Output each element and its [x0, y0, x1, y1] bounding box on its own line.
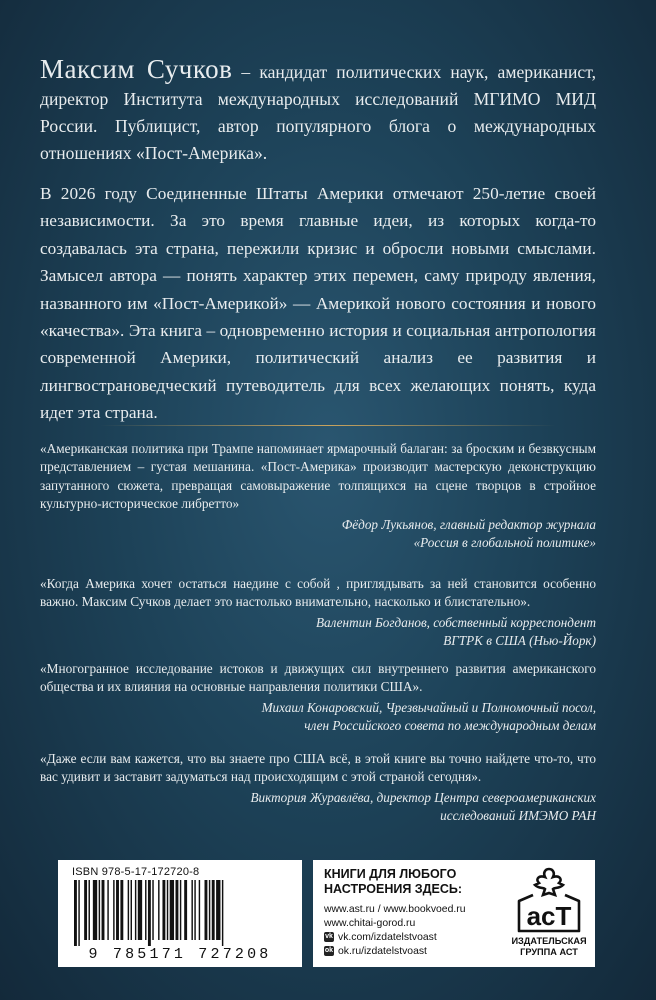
quote-attribution — [40, 516, 596, 552]
attribution-line: член Российского совета по международным делам — [304, 717, 596, 733]
barcode-bar — [102, 880, 105, 940]
barcode-bar — [78, 880, 79, 946]
quote-attribution — [40, 614, 596, 650]
ast-caption-line: ГРУППА АСТ — [520, 947, 578, 957]
barcode-bar — [158, 880, 159, 940]
quote-text: «Даже если вам кажется, что вы знаете про США всё, в этой книге вы точно найдете что-то, что вас удивит и заставит задуматься над происходящим с этой страной сегодня». — [40, 751, 596, 785]
publisher-link[interactable]: www.ast.ru / www.bookvoed.ru — [324, 904, 466, 915]
barcode-bar — [84, 880, 87, 940]
barcode-bar — [162, 880, 165, 940]
barcode-bar — [222, 880, 223, 946]
barcode-bar — [212, 880, 215, 940]
barcode-bar — [194, 880, 195, 940]
barcode-bar — [145, 880, 146, 940]
barcode-bar — [216, 880, 220, 940]
ast-caption — [503, 936, 595, 958]
barcode-bar — [93, 880, 97, 940]
attribution-line: Валентин Богданов, собственный корреспондент — [315, 614, 596, 630]
book-description: В 2026 году Соединенные Штаты Америки отмечают 250-летие своей независимости. За это время главные идеи, из которых когда-то создавалась эта страна, пережили кризис и обросли новыми смыслами. Замысел автора — понять характер этих перемен, саму природу явления, названного им «Пост-Америкой» — Америкой нового состояния и нового «качества». Эта книга – одновременно история и социальная антропология современной Америки, политический анализ ее развития и лингвострановедческий путеводитель для всех желающих понять, куда идет эта страна. — [40, 184, 596, 423]
barcode-bar — [74, 880, 77, 946]
barcode-bar — [120, 880, 123, 940]
publisher-heading — [324, 867, 462, 897]
barcode-bar — [184, 880, 187, 940]
attribution-line: Виктория Журавлёва, директор Центра североамериканских — [250, 789, 596, 805]
barcode-bar — [128, 880, 129, 940]
ast-caption-line: ИЗДАТЕЛЬСКАЯ — [511, 936, 587, 946]
barcode-bar — [176, 880, 179, 940]
attribution-line: «Россия в глобальной политике» — [413, 534, 596, 550]
ok-link[interactable] — [324, 945, 466, 959]
quote-text: «Когда Америка хочет остаться наедине с собой , приглядывать за ней становится особенно важно. Максим Сучков делает это настолько внимательно, насколько и блистательно». — [40, 576, 596, 610]
isbn-label: ISBN 978-5-17-172720-8 — [72, 866, 200, 878]
barcode-bar — [199, 880, 200, 940]
barcode-bar — [167, 880, 168, 940]
barcode-bar — [89, 880, 90, 940]
publisher-heading-line: НАСТРОЕНИЯ ЗДЕСЬ: — [324, 882, 463, 896]
ast-logo-text: acT — [526, 901, 572, 931]
barcode-bar — [135, 880, 136, 940]
barcode-bar — [180, 880, 181, 940]
author-bio-text: – кандидат политических наук, американист, директор Института международных исследований МГИМО МИД России. Публицист, автор популярного блога о международных отношениях «Пост-Америка». — [40, 62, 596, 163]
attribution-line: ВГТРК в США (Нью-Йорк) — [443, 632, 596, 648]
review-quote-4 — [40, 750, 596, 825]
vk-link-text: vk.com/izdatelstvoast — [338, 932, 437, 943]
gold-divider — [100, 425, 556, 426]
barcode-bar — [148, 880, 151, 946]
review-quote-2 — [40, 575, 596, 650]
barcode-bar — [205, 880, 208, 940]
quote-attribution — [40, 789, 596, 825]
quote-text: «Американская политика при Трампе напоминает ярмарочный балаган: за броским и безвкусным представлением – густая мешанина. «Пост-Америка» производит мастерскую деконструкцию запутанного сюжета, превращая самовыражение толпящихся на сцене творцов в стройное культурно-историческое либретто» — [40, 441, 596, 512]
barcode-bar — [113, 880, 114, 940]
review-quote-1 — [40, 440, 596, 552]
barcode-bar — [99, 880, 100, 940]
review-quote-3 — [40, 660, 596, 735]
ok-icon: ok — [324, 947, 334, 955]
barcode-bar — [170, 880, 174, 940]
barcode-bar — [209, 880, 210, 940]
attribution-line: Фёдор Лукьянов, главный редактор журнала — [341, 516, 596, 532]
vk-icon: vk — [325, 933, 333, 941]
attribution-line: Михаил Конаровский, Чрезвычайный и Полномочный посол, — [261, 699, 596, 715]
isbn-barcode-box — [58, 860, 302, 967]
barcode-number: 9 785171 727208 — [88, 946, 272, 963]
barcode-bar — [138, 880, 142, 940]
vk-link[interactable] — [324, 931, 466, 945]
barcode-bar — [191, 880, 192, 940]
quote-text: «Многогранное исследование истоков и движущих сил внутреннего развития американского общества и их влияния на основные направления политики США». — [40, 661, 596, 695]
barcode-bar — [152, 880, 153, 940]
barcode-bar — [116, 880, 119, 940]
barcode-bar — [107, 880, 108, 940]
author-name: Максим Сучков — [40, 54, 233, 84]
attribution-line: исследований ИМЭМО РАН — [440, 807, 596, 823]
publisher-heading-line: КНИГИ ДЛЯ ЛЮБОГО — [324, 867, 457, 881]
publisher-link[interactable]: www.chitai-gorod.ru — [324, 918, 416, 929]
publisher-box — [313, 860, 595, 967]
barcode — [70, 880, 290, 946]
ok-link-text: ok.ru/izdatelstvoast — [338, 946, 427, 957]
author-bio — [40, 56, 596, 167]
barcode-bar — [131, 880, 132, 940]
quote-attribution — [40, 699, 596, 735]
publisher-links — [324, 903, 466, 959]
